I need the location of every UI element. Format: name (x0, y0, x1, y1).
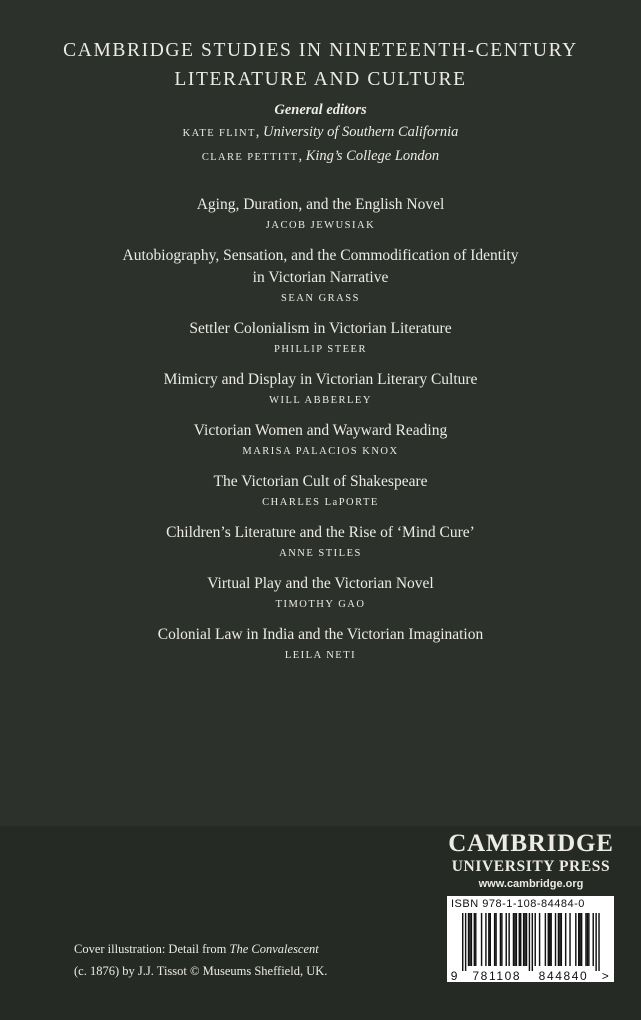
publisher-subname: UNIVERSITY PRESS (451, 858, 611, 875)
editor-1-affiliation: University of Southern California (263, 124, 459, 140)
editors-block (0, 99, 641, 169)
book-title-line: Children’s Literature and the Rise of ‘Mind Cure’ (166, 524, 475, 541)
barcode-bar (593, 913, 594, 966)
book-title (0, 471, 641, 493)
barcode-bar (490, 913, 491, 966)
book-entry (0, 420, 641, 461)
cover-credit-artwork: The Convalescent (229, 942, 319, 956)
editor-2-affiliation: King’s College London (305, 148, 440, 164)
isbn-barcode (447, 896, 614, 982)
book-title-line: Aging, Duration, and the English Novel (196, 196, 445, 213)
barcode-digits-left: 781108 (472, 969, 522, 982)
series-title (0, 36, 641, 94)
book-list (0, 194, 641, 675)
book-title (0, 318, 641, 340)
editor-1: KATE FLINT, University of Southern California (182, 124, 459, 140)
barcode-digit-lead: 9 (450, 969, 459, 982)
barcode-bar (485, 913, 486, 966)
book-title-line: in Victorian Narrative (252, 269, 389, 286)
editors-heading: General editors (274, 102, 367, 118)
editor-2: CLARE PETTITT, King’s College London (201, 148, 440, 164)
barcode-bar (559, 913, 560, 966)
barcode-bar (474, 913, 475, 966)
book-entry (0, 573, 641, 614)
barcode-bar (587, 913, 588, 966)
barcode-bar (523, 913, 524, 966)
barcode-bar (465, 913, 466, 971)
barcode-bar (501, 913, 502, 966)
book-author: ANNE STILES (279, 548, 362, 559)
barcode-bar (579, 913, 580, 966)
book-author: PHILLIP STEER (274, 344, 367, 355)
barcode-bar (520, 913, 521, 966)
barcode-bar (575, 913, 576, 966)
publisher-name: CAMBRIDGE (448, 830, 614, 857)
barcode-bar (506, 913, 507, 966)
book-title (0, 194, 641, 216)
book-entry (0, 522, 641, 563)
barcode-bar (469, 913, 470, 966)
barcode-bar (471, 913, 472, 966)
cover-credit-line-2: (c. 1876) by J.J. Tissot © Museums Sheffield, UK. (74, 964, 328, 978)
series-title-line-1: CAMBRIDGE STUDIES IN NINETEENTH-CENTURY (63, 40, 578, 61)
barcode-bar (598, 913, 599, 971)
barcode-bar (481, 913, 482, 966)
barcode-bar (555, 913, 556, 966)
barcode-bar (549, 913, 550, 966)
barcode-bar (513, 913, 514, 966)
barcode-bar (569, 913, 570, 966)
barcode-bar (532, 913, 533, 971)
book-title (0, 245, 641, 289)
barcode-bar (494, 913, 495, 966)
book-author: MARISA PALACIOS KNOX (242, 446, 399, 457)
publisher-logo (436, 830, 626, 892)
isbn-label: ISBN 978-1-108-84484-0 (451, 898, 585, 910)
barcode-bar (535, 913, 536, 966)
editor-1-name: KATE FLINT (182, 128, 256, 139)
barcode-bar (508, 913, 509, 966)
book-entry (0, 245, 641, 308)
barcode-bar (514, 913, 515, 966)
barcode-bar (548, 913, 549, 966)
barcode-bar (462, 913, 463, 971)
book-title-line: Victorian Women and Wayward Reading (193, 422, 448, 439)
barcode-bar (500, 913, 501, 966)
barcode-bar (526, 913, 527, 966)
book-title-line: Colonial Law in India and the Victorian Imagination (157, 626, 484, 643)
cover-credit-prefix: Cover illustration: Detail from (74, 942, 227, 956)
book-entry (0, 471, 641, 512)
book-entry (0, 318, 641, 359)
barcode-bar (595, 913, 596, 971)
book-author: JACOB JEWUSIAK (265, 220, 376, 231)
series-title-line-2: LITERATURE AND CULTURE (174, 69, 467, 90)
barcode-digits-right: 844840 (538, 969, 589, 982)
barcode-bar (488, 913, 489, 966)
publisher-url: www.cambridge.org (478, 878, 584, 890)
barcode-bar (581, 913, 582, 966)
book-author: SEAN GRASS (281, 293, 360, 304)
barcode-bar (495, 913, 496, 966)
book-author: WILL ABBERLEY (269, 395, 372, 406)
barcode-bar (475, 913, 476, 966)
barcode-bar (545, 913, 546, 966)
barcode-bar (516, 913, 517, 966)
editor-2-name: CLARE PETTITT (201, 152, 299, 163)
book-title-line: The Victorian Cult of Shakespeare (213, 473, 428, 490)
barcode-graphic (447, 896, 614, 982)
book-author: CHARLES LaPORTE (262, 497, 379, 508)
cover-credit (74, 938, 327, 982)
cover-credit-line-1 (74, 938, 327, 960)
book-title-line: Mimicry and Display in Victorian Literary Culture (163, 371, 478, 388)
book-entry (0, 194, 641, 235)
barcode-bar (524, 913, 525, 966)
book-title-line: Virtual Play and the Victorian Novel (207, 575, 434, 592)
barcode-bar (565, 913, 566, 966)
book-title (0, 522, 641, 544)
barcode-bar (539, 913, 540, 966)
book-author: LEILA NETI (284, 650, 357, 661)
book-title (0, 369, 641, 391)
barcode-end-mark: > (601, 969, 611, 982)
book-title-line: Autobiography, Sensation, and the Commodification of Identity (122, 247, 519, 264)
barcode-bar (588, 913, 589, 966)
barcode-bar (561, 913, 562, 966)
barcode-bar (558, 913, 559, 966)
book-entry (0, 624, 641, 665)
book-author: TIMOTHY GAO (275, 599, 366, 610)
barcode-bar (468, 913, 469, 966)
barcode-bar (550, 913, 551, 966)
book-title-line: Settler Colonialism in Victorian Literature (189, 320, 452, 337)
book-title (0, 420, 641, 442)
book-title (0, 624, 641, 646)
barcode-bar (578, 913, 579, 966)
barcode-bar (519, 913, 520, 966)
barcode-bar (585, 913, 586, 966)
book-entry (0, 369, 641, 410)
barcode-bar (529, 913, 530, 971)
book-title (0, 573, 641, 595)
